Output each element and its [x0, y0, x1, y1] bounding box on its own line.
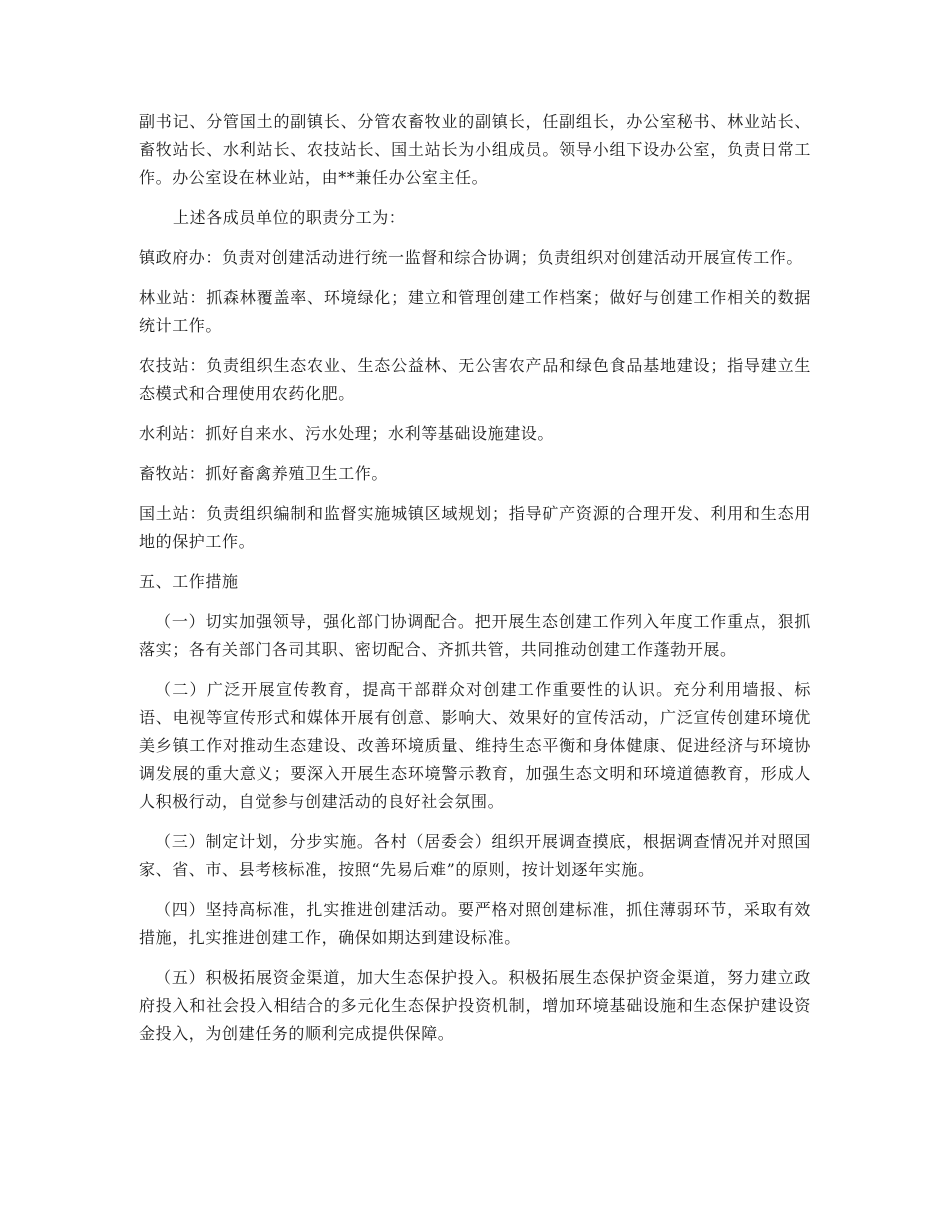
measure-item-3: （三）制定计划，分步实施。各村（居委会）组织开展调查摸底，根据调查情况并对照国家、省、市、县考核标准，按照“先易后难”的原则，按计划逐年实施。 [139, 832, 811, 879]
measure-item-4: （四）坚持高标准，扎实推进创建活动。要严格对照创建标准，抓住薄弱环节，采取有效措施，扎实推进创建工作，确保如期达到建设标准。 [139, 900, 811, 947]
paragraph-water-station: 水利站：抓好自来水、污水处理；水利等基础设施建设。 [139, 424, 555, 443]
section-heading-measures: 五、工作措施 [139, 572, 239, 591]
measure-item-2: （二）广泛开展宣传教育，提高干部群众对创建工作重要性的认识。充分利用墙报、标语、电视等宣传形式和媒体开展有创意、影响大、效果好的宣传活动，广泛宣传创建环境优美乡镇工作对推动生态建设、改善环境质量、维持生态平衡和身体健康、促进经济与环境协调发展的重大意义；要深入开展生态环境警示教育，加强生态文明和环境道德教育，形成人人积极行动，自觉参与创建活动的良好社会氛围。 [139, 680, 811, 811]
paragraph-agri-tech-station: 农技站：负责组织生态农业、生态公益林、无公害农产品和绿色食品基地建设；指导建立生态模式和合理使用农药化肥。 [139, 356, 811, 403]
measure-item-5: （五）积极拓展资金渠道，加大生态保护投入。积极拓展生态保护资金渠道，努力建立政府投入和社会投入相结合的多元化生态保护投资机制，增加环境基础设施和生态保护建设资金投入，为创建任务的顺利完成提供保障。 [139, 968, 811, 1043]
paragraph-land-station: 国土站：负责组织编制和监督实施城镇区域规划；指导矿产资源的合理开发、利用和生态用地的保护工作。 [139, 504, 811, 551]
document-body [139, 108, 811, 1060]
measure-item-1: （一）切实加强领导，强化部门协调配合。把开展生态创建工作列入年度工作重点，狠抓落实；各有关部门各司其职、密切配合、齐抓共管，共同推动创建工作蓬勃开展。 [139, 612, 811, 659]
paragraph-duties-intro: 上述各成员单位的职责分工为： [173, 208, 406, 227]
paragraph-town-office: 镇政府办：负责对创建活动进行统一监督和综合协调；负责组织对创建活动开展宣传工作。 [139, 248, 804, 267]
paragraph-livestock-station: 畜牧站：抓好畜禽养殖卫生工作。 [139, 464, 389, 483]
paragraph-leading-group: 副书记、分管国土的副镇长、分管农畜牧业的副镇长，任副组长，办公室秘书、林业站长、畜牧站长、水利站长、农技站长、国土站长为小组成员。领导小组下设办公室，负责日常工作。办公室设在林业站，由**兼任办公室主任。 [139, 112, 811, 187]
paragraph-forestry-station: 林业站：抓森林覆盖率、环境绿化；建立和管理创建工作档案；做好与创建工作相关的数据统计工作。 [139, 288, 811, 335]
